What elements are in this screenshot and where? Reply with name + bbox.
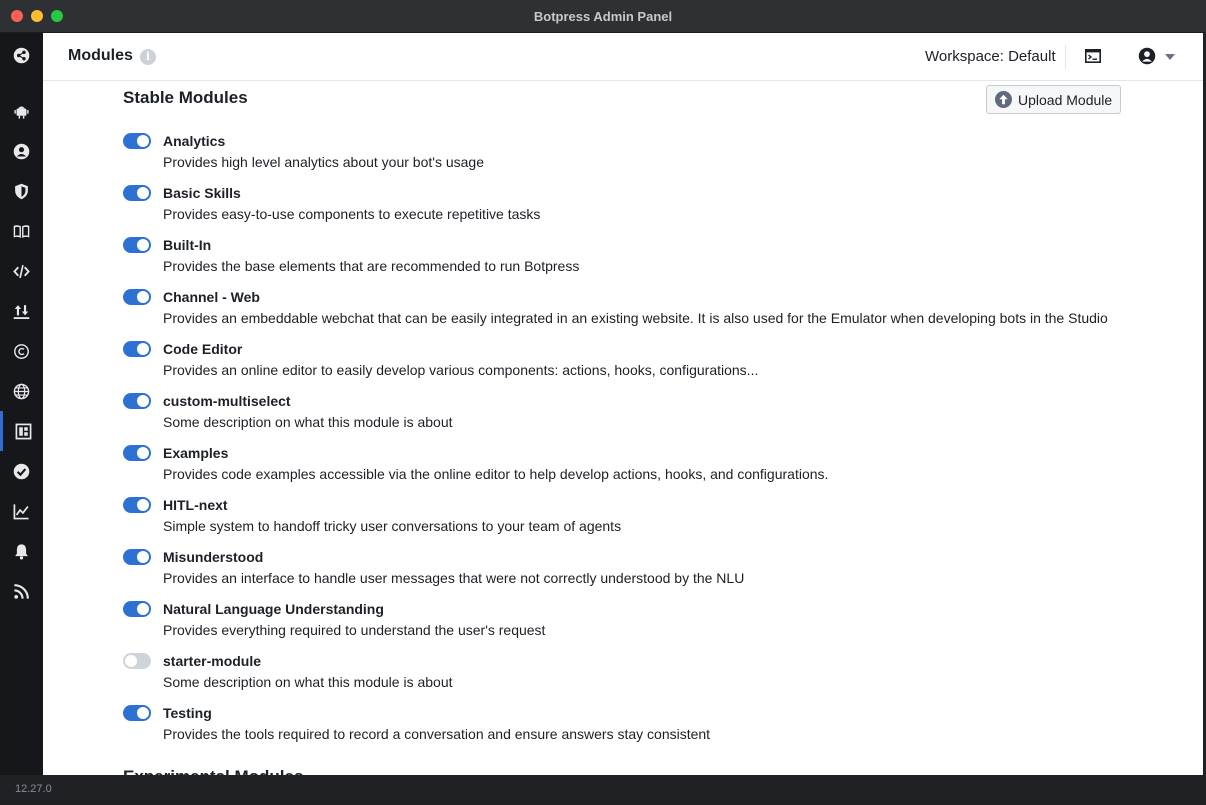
module-description: Provides the tools required to record a conversation and ensure answers stay consistent <box>163 726 711 742</box>
globe-icon <box>13 383 30 400</box>
terminal-icon[interactable] <box>1085 49 1101 63</box>
module-name: Examples <box>163 445 229 461</box>
module-description: Simple system to handoff tricky user conversations to your team of agents <box>163 518 622 534</box>
module-name: Testing <box>163 705 212 721</box>
share-icon <box>13 47 30 64</box>
module-description: Provides an embeddable webchat that can be easily integrated in an existing website. It is also used for the Emulator when developing bots in the Studio <box>163 310 1108 326</box>
main-content <box>43 33 1203 775</box>
toggle-knob <box>137 707 149 719</box>
module-toggle[interactable] <box>123 549 151 565</box>
window-title: Botpress Admin Panel <box>533 9 673 24</box>
module-description: Provides code examples accessible via the online editor to help develop actions, hooks, and configurations. <box>163 466 829 482</box>
module-name: Built-In <box>163 237 212 253</box>
top-bar <box>43 33 1203 81</box>
workspace-selector[interactable]: Workspace: Default <box>925 48 1056 65</box>
toggle-knob <box>137 551 149 563</box>
toggle-knob <box>137 447 149 459</box>
module-row <box>123 333 1183 385</box>
module-description: Provides an online editor to easily develop various components: actions, hooks, configurations... <box>163 362 759 378</box>
module-row <box>123 645 1183 697</box>
section-title-stable: Stable Modules <box>123 88 248 107</box>
sidebar-item-modules[interactable] <box>0 411 43 451</box>
chevron-down-icon[interactable] <box>1165 53 1175 61</box>
sidebar-item-checklist[interactable] <box>0 451 43 491</box>
toggle-knob <box>137 291 149 303</box>
module-name: Code Editor <box>163 341 243 357</box>
module-description: Provides the base elements that are recommended to run Botpress <box>163 258 580 274</box>
version-label: 12.27.0 <box>15 783 52 795</box>
sidebar-item-docs[interactable] <box>0 211 43 251</box>
module-row <box>123 697 1183 749</box>
check-badge-icon <box>13 463 30 480</box>
upload-icon <box>995 91 1012 108</box>
upload-module-button[interactable] <box>986 85 1121 114</box>
bell-icon <box>13 543 30 560</box>
sidebar-item-transfer[interactable] <box>0 291 43 331</box>
module-row <box>123 177 1183 229</box>
chart-icon <box>13 503 30 520</box>
module-toggle[interactable] <box>123 237 151 253</box>
module-toggle[interactable] <box>123 393 151 409</box>
shield-icon <box>13 183 30 200</box>
sidebar <box>0 33 43 775</box>
toggle-knob <box>137 187 149 199</box>
module-name: Analytics <box>163 133 226 149</box>
upload-module-label: Upload Module <box>1018 91 1113 108</box>
info-icon[interactable]: i <box>140 49 156 65</box>
sidebar-item-licensing[interactable] <box>0 331 43 371</box>
module-description: Provides everything required to understand the user's request <box>163 622 546 638</box>
divider <box>1065 45 1066 69</box>
module-name: Basic Skills <box>163 185 241 201</box>
module-toggle[interactable] <box>123 341 151 357</box>
module-toggle[interactable] <box>123 653 151 669</box>
transfer-icon <box>13 303 30 320</box>
status-bar <box>0 775 1206 805</box>
module-description: Some description on what this module is about <box>163 674 453 690</box>
account-icon[interactable] <box>1138 47 1156 65</box>
copyright-icon <box>13 343 30 360</box>
module-row <box>123 281 1183 333</box>
rss-icon <box>13 583 30 600</box>
module-name: Natural Language Understanding <box>163 601 384 617</box>
module-toggle[interactable] <box>123 289 151 305</box>
module-toggle[interactable] <box>123 601 151 617</box>
module-toggle[interactable] <box>123 705 151 721</box>
module-description: Provides easy-to-use components to execute repetitive tasks <box>163 206 541 222</box>
sidebar-item-bots[interactable] <box>0 91 43 131</box>
module-toggle[interactable] <box>123 185 151 201</box>
toggle-knob <box>137 603 149 615</box>
module-row <box>123 593 1183 645</box>
module-toggle[interactable] <box>123 133 151 149</box>
module-name: custom-multiselect <box>163 393 291 409</box>
toggle-knob <box>137 343 149 355</box>
robot-icon <box>13 103 30 120</box>
module-description: Provides an interface to handle user messages that were not correctly understood by the NLU <box>163 570 745 586</box>
module-row <box>123 229 1183 281</box>
toggle-knob <box>137 395 149 407</box>
module-name: starter-module <box>163 653 262 669</box>
sidebar-item-alerts[interactable] <box>0 531 43 571</box>
sidebar-item-home[interactable] <box>0 35 43 75</box>
sidebar-item-code[interactable] <box>0 251 43 291</box>
sidebar-item-languages[interactable] <box>0 371 43 411</box>
sidebar-item-roles[interactable] <box>0 171 43 211</box>
module-row <box>123 125 1183 177</box>
module-name: HITL-next <box>163 497 228 513</box>
module-row <box>123 489 1183 541</box>
toggle-knob <box>125 655 137 667</box>
module-row <box>123 541 1183 593</box>
code-icon <box>13 263 30 280</box>
toggle-knob <box>137 135 149 147</box>
sidebar-item-releases[interactable] <box>0 571 43 611</box>
sidebar-item-collaborators[interactable] <box>0 131 43 171</box>
module-name: Channel - Web <box>163 289 260 305</box>
page-title: Modules <box>68 47 133 64</box>
module-toggle[interactable] <box>123 497 151 513</box>
module-description: Some description on what this module is about <box>163 414 453 430</box>
book-icon <box>13 223 30 240</box>
toggle-knob <box>137 499 149 511</box>
module-row <box>123 437 1183 489</box>
module-toggle[interactable] <box>123 445 151 461</box>
module-description: Provides high level analytics about your bot's usage <box>163 154 484 170</box>
sidebar-item-monitoring[interactable] <box>0 491 43 531</box>
module-row <box>123 385 1183 437</box>
title-bar <box>0 0 1206 33</box>
user-icon <box>13 143 30 160</box>
module-name: Misunderstood <box>163 549 264 565</box>
modules-icon <box>15 423 32 440</box>
toggle-knob <box>137 239 149 251</box>
